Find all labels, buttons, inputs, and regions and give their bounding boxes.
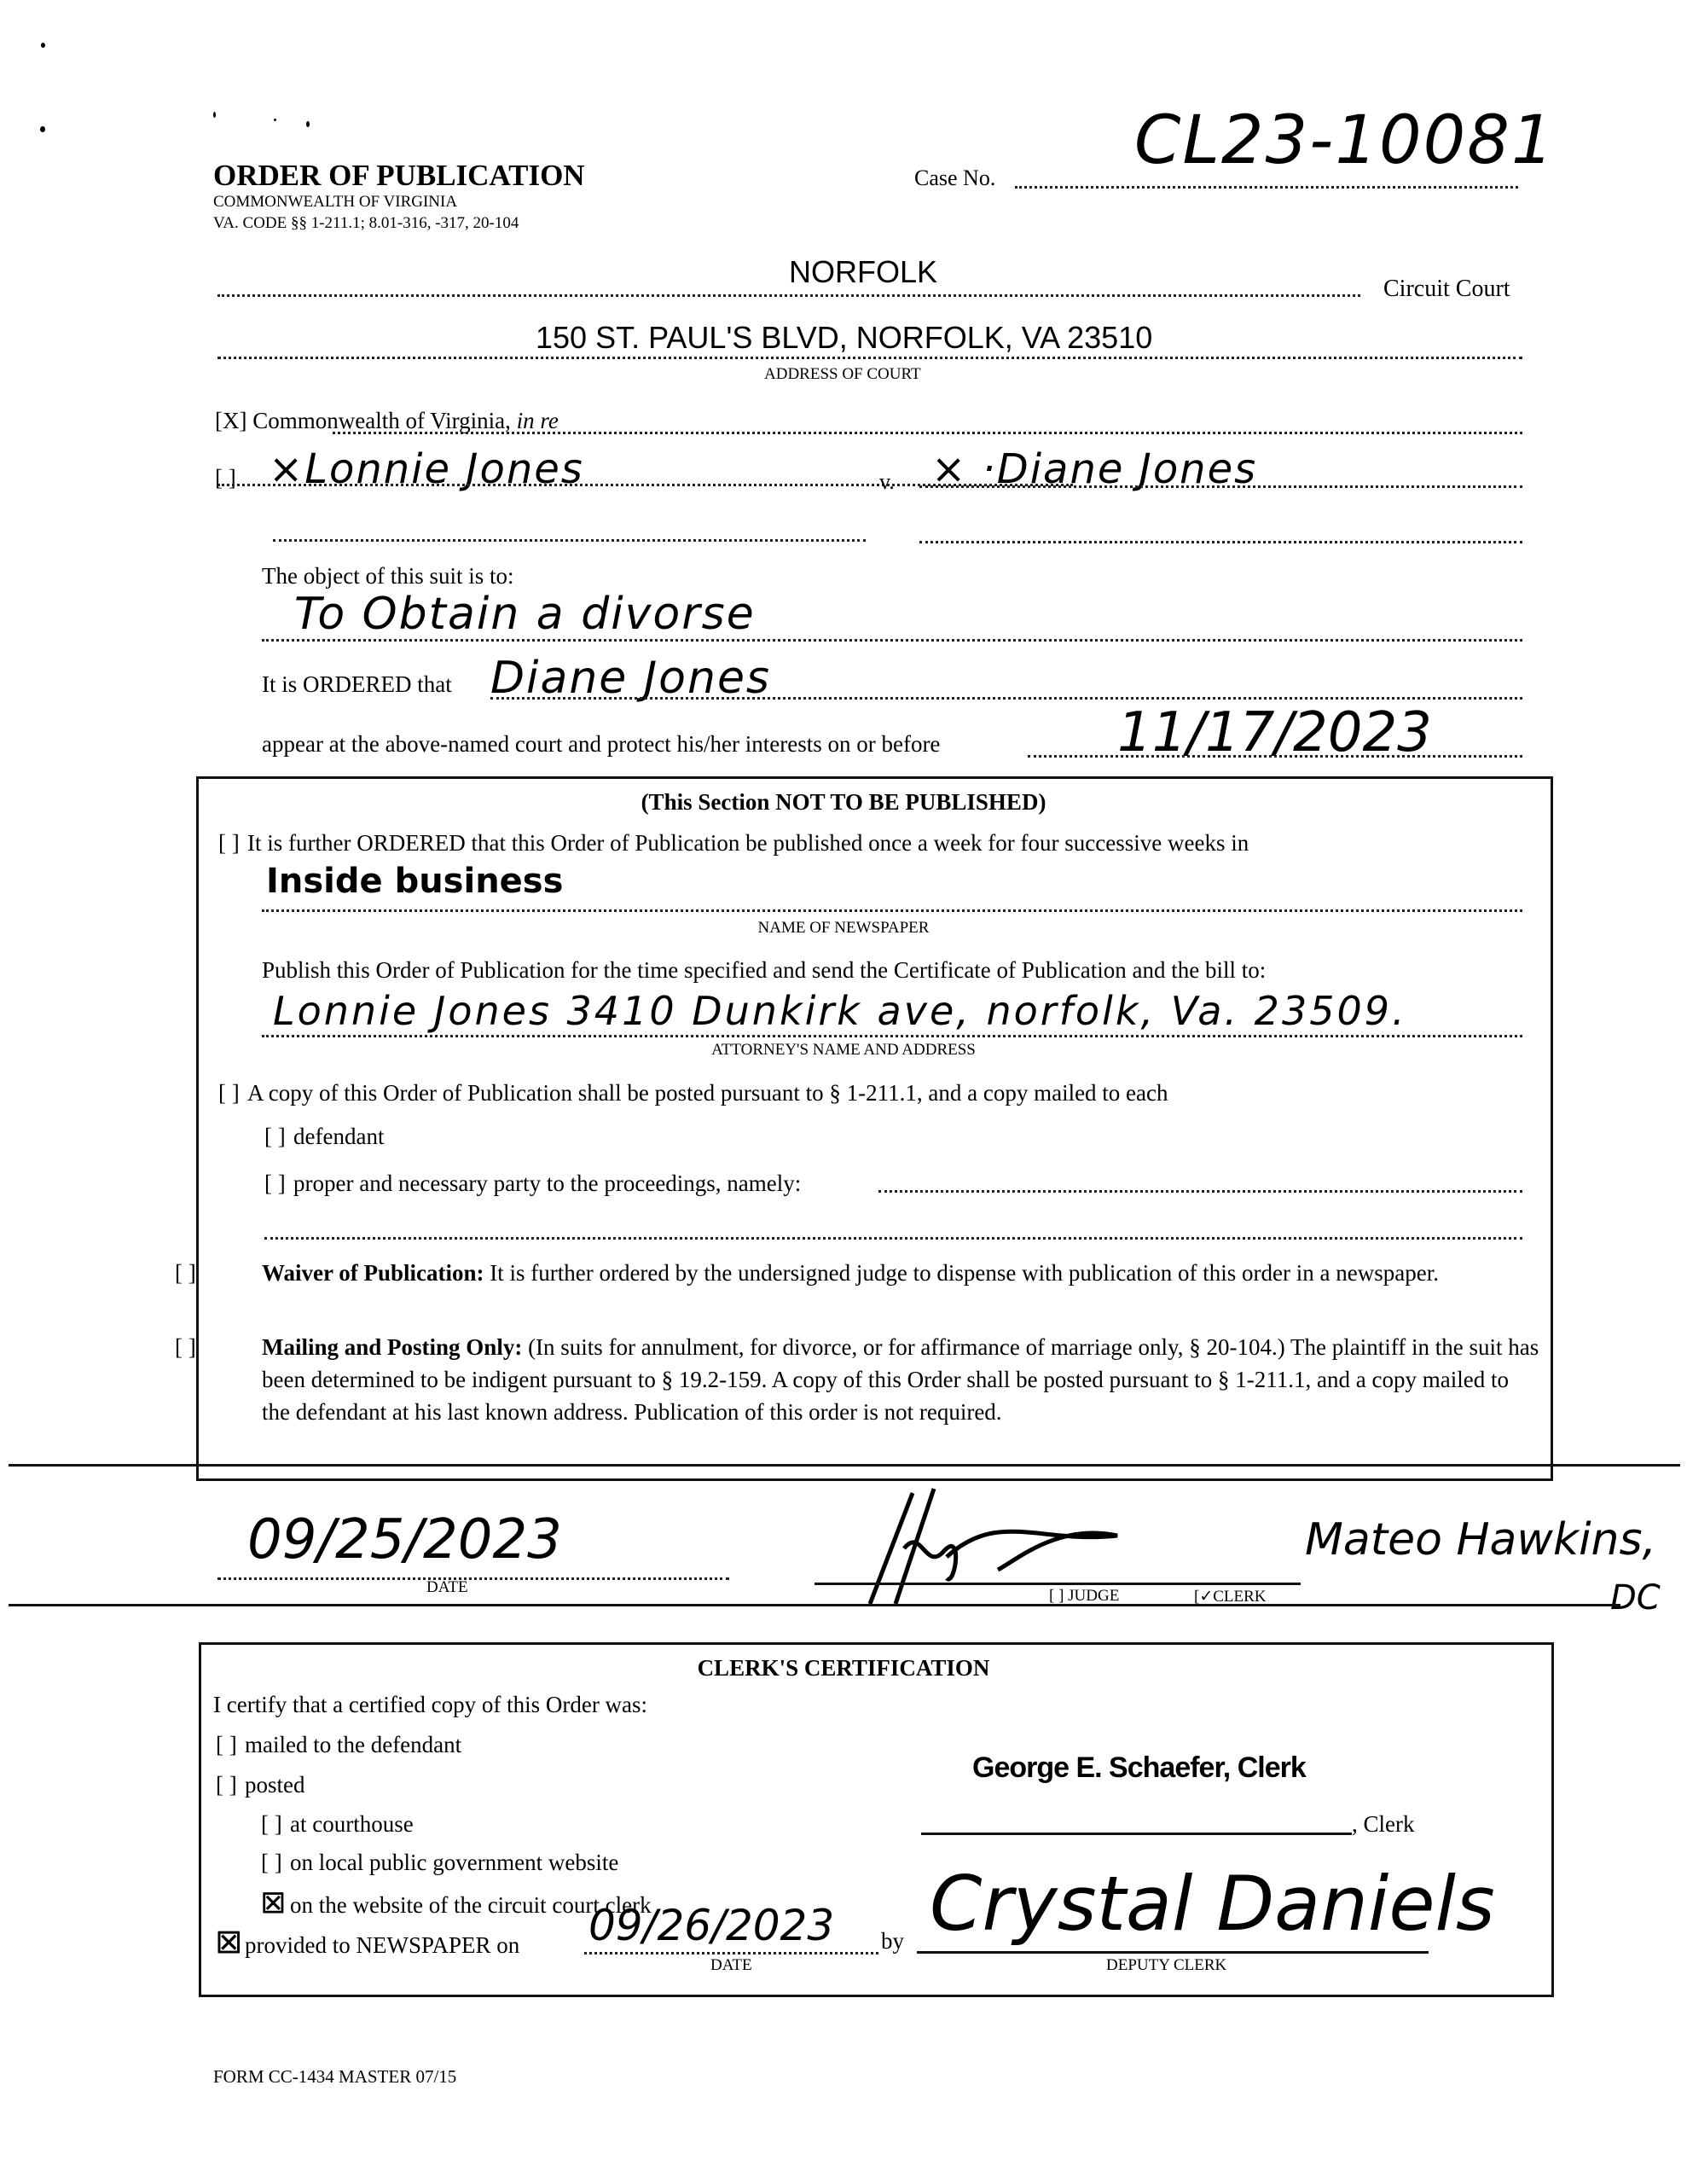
judge-checkbox[interactable]: [ ] JUDGE [1049, 1587, 1120, 1605]
newspaper-line [262, 909, 1522, 912]
in-re-line [333, 432, 1522, 434]
by-label: by [881, 1928, 904, 1954]
object-field[interactable]: To Obtain a divorse [294, 589, 756, 640]
scan-rule-2 [9, 1604, 1620, 1606]
attorney-field[interactable]: Lonnie Jones 3410 Dunkirk ave, norfolk, Va. 23509. [273, 988, 1407, 1034]
defendant-checkbox[interactable]: [ ] [264, 1124, 286, 1149]
defendant-field[interactable]: × ·Diane Jones [931, 445, 1258, 493]
send-bill-text: Publish this Order of Publication for the time specified and send the Certificate of Publication and the bill to: [262, 957, 1267, 983]
necessary-party-label: proper and necessary party to the proceedings, namely: [293, 1170, 802, 1196]
mailing-row [175, 1331, 1541, 1428]
newspaper-checkbox[interactable]: ☒ [216, 1928, 242, 1960]
appear-date-line [1028, 755, 1522, 758]
posted-label: posted [245, 1772, 305, 1798]
form-subtitle: COMMONWEALTH OF VIRGINIA [213, 193, 458, 211]
signer-title: DC [1610, 1578, 1661, 1618]
necessary-party-row [264, 1170, 801, 1197]
defendant-row [264, 1124, 384, 1150]
clerk-website-label: on the website of the circuit court clerk [290, 1892, 652, 1918]
in-re-label: in re [516, 408, 559, 433]
circuit-court-label: Circuit Court [1383, 276, 1510, 302]
ordered-party-field[interactable]: Diane Jones [490, 653, 772, 704]
posted-checkbox[interactable]: [ ] [216, 1772, 237, 1798]
clerk-suffix: , Clerk [1352, 1811, 1415, 1837]
ordered-label: It is ORDERED that [262, 671, 452, 697]
court-address-line [217, 357, 1522, 359]
case-number-line [1015, 186, 1518, 189]
party-checkbox[interactable]: [ ] [215, 465, 236, 491]
commonwealth-label: Commonwealth of Virginia, [252, 408, 511, 433]
publish-checkbox[interactable]: [ ] [218, 830, 240, 856]
necessary-party-line-2 [264, 1237, 1522, 1240]
form-id: FORM CC-1434 MASTER 07/15 [213, 2066, 457, 2087]
copy-text: A copy of this Order of Publication shall be posted pursuant to § 1-211.1, and a copy mailed to each [247, 1080, 1168, 1106]
commonwealth-row [215, 408, 559, 434]
scan-speck [40, 126, 45, 132]
scan-rule [9, 1464, 1680, 1467]
attorney-line [262, 1035, 1522, 1037]
deputy-clerk-signature[interactable]: Crystal Daniels [930, 1860, 1495, 1948]
versus-label: v. [879, 469, 895, 494]
court-name-line [217, 294, 1360, 297]
defendant-label: defendant [293, 1124, 385, 1149]
cert-item-gov-website [261, 1850, 618, 1876]
cert-item-newspaper [216, 1926, 519, 1960]
plaintiff-field[interactable]: ×Lonnie Jones [269, 445, 584, 493]
newspaper-field[interactable]: Inside business [266, 862, 564, 901]
case-number-label: Case No. [914, 166, 996, 190]
judge-signature-line [815, 1583, 1301, 1585]
mailed-label: mailed to the defendant [245, 1732, 462, 1757]
appear-date-field[interactable]: 11/17/2023 [1117, 701, 1432, 764]
certification-intro: I certify that a certified copy of this Order was: [213, 1692, 648, 1717]
order-date-line [217, 1577, 729, 1580]
clerk-website-checkbox[interactable]: ☒ [261, 1888, 286, 1919]
cert-item-posted [216, 1772, 305, 1798]
code-reference: VA. CODE §§ 1-211.1; 8.01-316, -317, 20-104 [213, 214, 519, 232]
newspaper-label: NAME OF NEWSPAPER [757, 919, 930, 937]
newspaper-date-field[interactable]: 09/26/2023 [588, 1901, 835, 1950]
mailing-text: (In suits for annulment, for divorce, or for affirmance of marriage only, § 20-104.) The plaintiff in the suit has been determined to be indigent pursuant to § 19.2-159. A copy of this Order shall be posted pursuant to § 1-211.1, and a copy mailed to the defendant at his last known address. Publication of this order is not required. [262, 1334, 1539, 1425]
clerk-stamp: George E. Schaefer, Clerk [972, 1751, 1306, 1784]
deputy-clerk-line [917, 1951, 1429, 1954]
object-line [262, 639, 1522, 642]
order-date-label: DATE [426, 1578, 468, 1596]
clerk-checkbox[interactable]: [✓CLERK [1194, 1588, 1267, 1606]
form-title: ORDER OF PUBLICATION [213, 159, 585, 192]
newspaper-provided-label: provided to NEWSPAPER on [245, 1932, 520, 1958]
publish-text: It is further ORDERED that this Order of Publication be published once a week for four successive weeks in [247, 830, 1249, 856]
court-name-field[interactable]: NORFOLK [789, 254, 938, 289]
defendant-line [919, 485, 1522, 488]
scan-speck [213, 112, 216, 118]
newspaper-date-label: DATE [710, 1956, 752, 1974]
newspaper-date-line [584, 1952, 878, 1955]
scan-speck [274, 119, 276, 121]
cert-item-courthouse [261, 1811, 414, 1838]
necessary-party-checkbox[interactable]: [ ] [264, 1170, 286, 1196]
mailing-title: Mailing and Posting Only: [262, 1334, 523, 1360]
gov-website-label: on local public government website [290, 1850, 619, 1875]
courthouse-checkbox[interactable]: [ ] [261, 1811, 282, 1837]
ordered-line [490, 697, 1522, 700]
waiver-text: It is further ordered by the undersigned judge to dispense with publication of this order in a newspaper. [484, 1260, 1439, 1286]
mailing-checkbox[interactable]: [ ] [175, 1334, 196, 1360]
court-address-field[interactable]: 150 ST. PAUL'S BLVD, NORFOLK, VA 23510 [536, 320, 1153, 355]
signer-name: Mateo Hawkins, [1305, 1514, 1657, 1565]
waiver-row [175, 1257, 1541, 1289]
clerk-signature-line [921, 1833, 1352, 1835]
object-label: The object of this suit is to: [262, 563, 514, 589]
commonwealth-checkbox[interactable]: [X] [215, 408, 247, 433]
necessary-party-line [878, 1190, 1522, 1193]
appear-label: appear at the above-named court and protect his/her interests on or before [262, 731, 941, 757]
copy-row [218, 1080, 1168, 1107]
scan-speck [41, 43, 45, 48]
gov-website-checkbox[interactable]: [ ] [261, 1850, 282, 1875]
courthouse-label: at courthouse [290, 1811, 414, 1837]
plaintiff-line-2 [273, 539, 866, 542]
order-date-field[interactable]: 09/25/2023 [247, 1508, 562, 1571]
copy-checkbox[interactable]: [ ] [218, 1080, 240, 1106]
mailed-checkbox[interactable]: [ ] [216, 1732, 237, 1757]
attorney-label: ATTORNEY'S NAME AND ADDRESS [711, 1041, 976, 1059]
deputy-clerk-label: DEPUTY CLERK [1106, 1956, 1227, 1974]
defendant-line-2 [919, 541, 1522, 543]
certification-heading: CLERK'S CERTIFICATION [697, 1655, 990, 1681]
publish-row [218, 830, 1532, 857]
waiver-checkbox[interactable]: [ ] [175, 1260, 196, 1286]
cert-item-mailed [216, 1732, 461, 1758]
scan-speck [306, 121, 310, 127]
unpublished-heading: (This Section NOT TO BE PUBLISHED) [641, 789, 1046, 815]
waiver-title: Waiver of Publication: [262, 1260, 484, 1286]
case-number-field[interactable]: CL23-10081 [1134, 102, 1556, 179]
court-address-label: ADDRESS OF COURT [764, 365, 921, 383]
